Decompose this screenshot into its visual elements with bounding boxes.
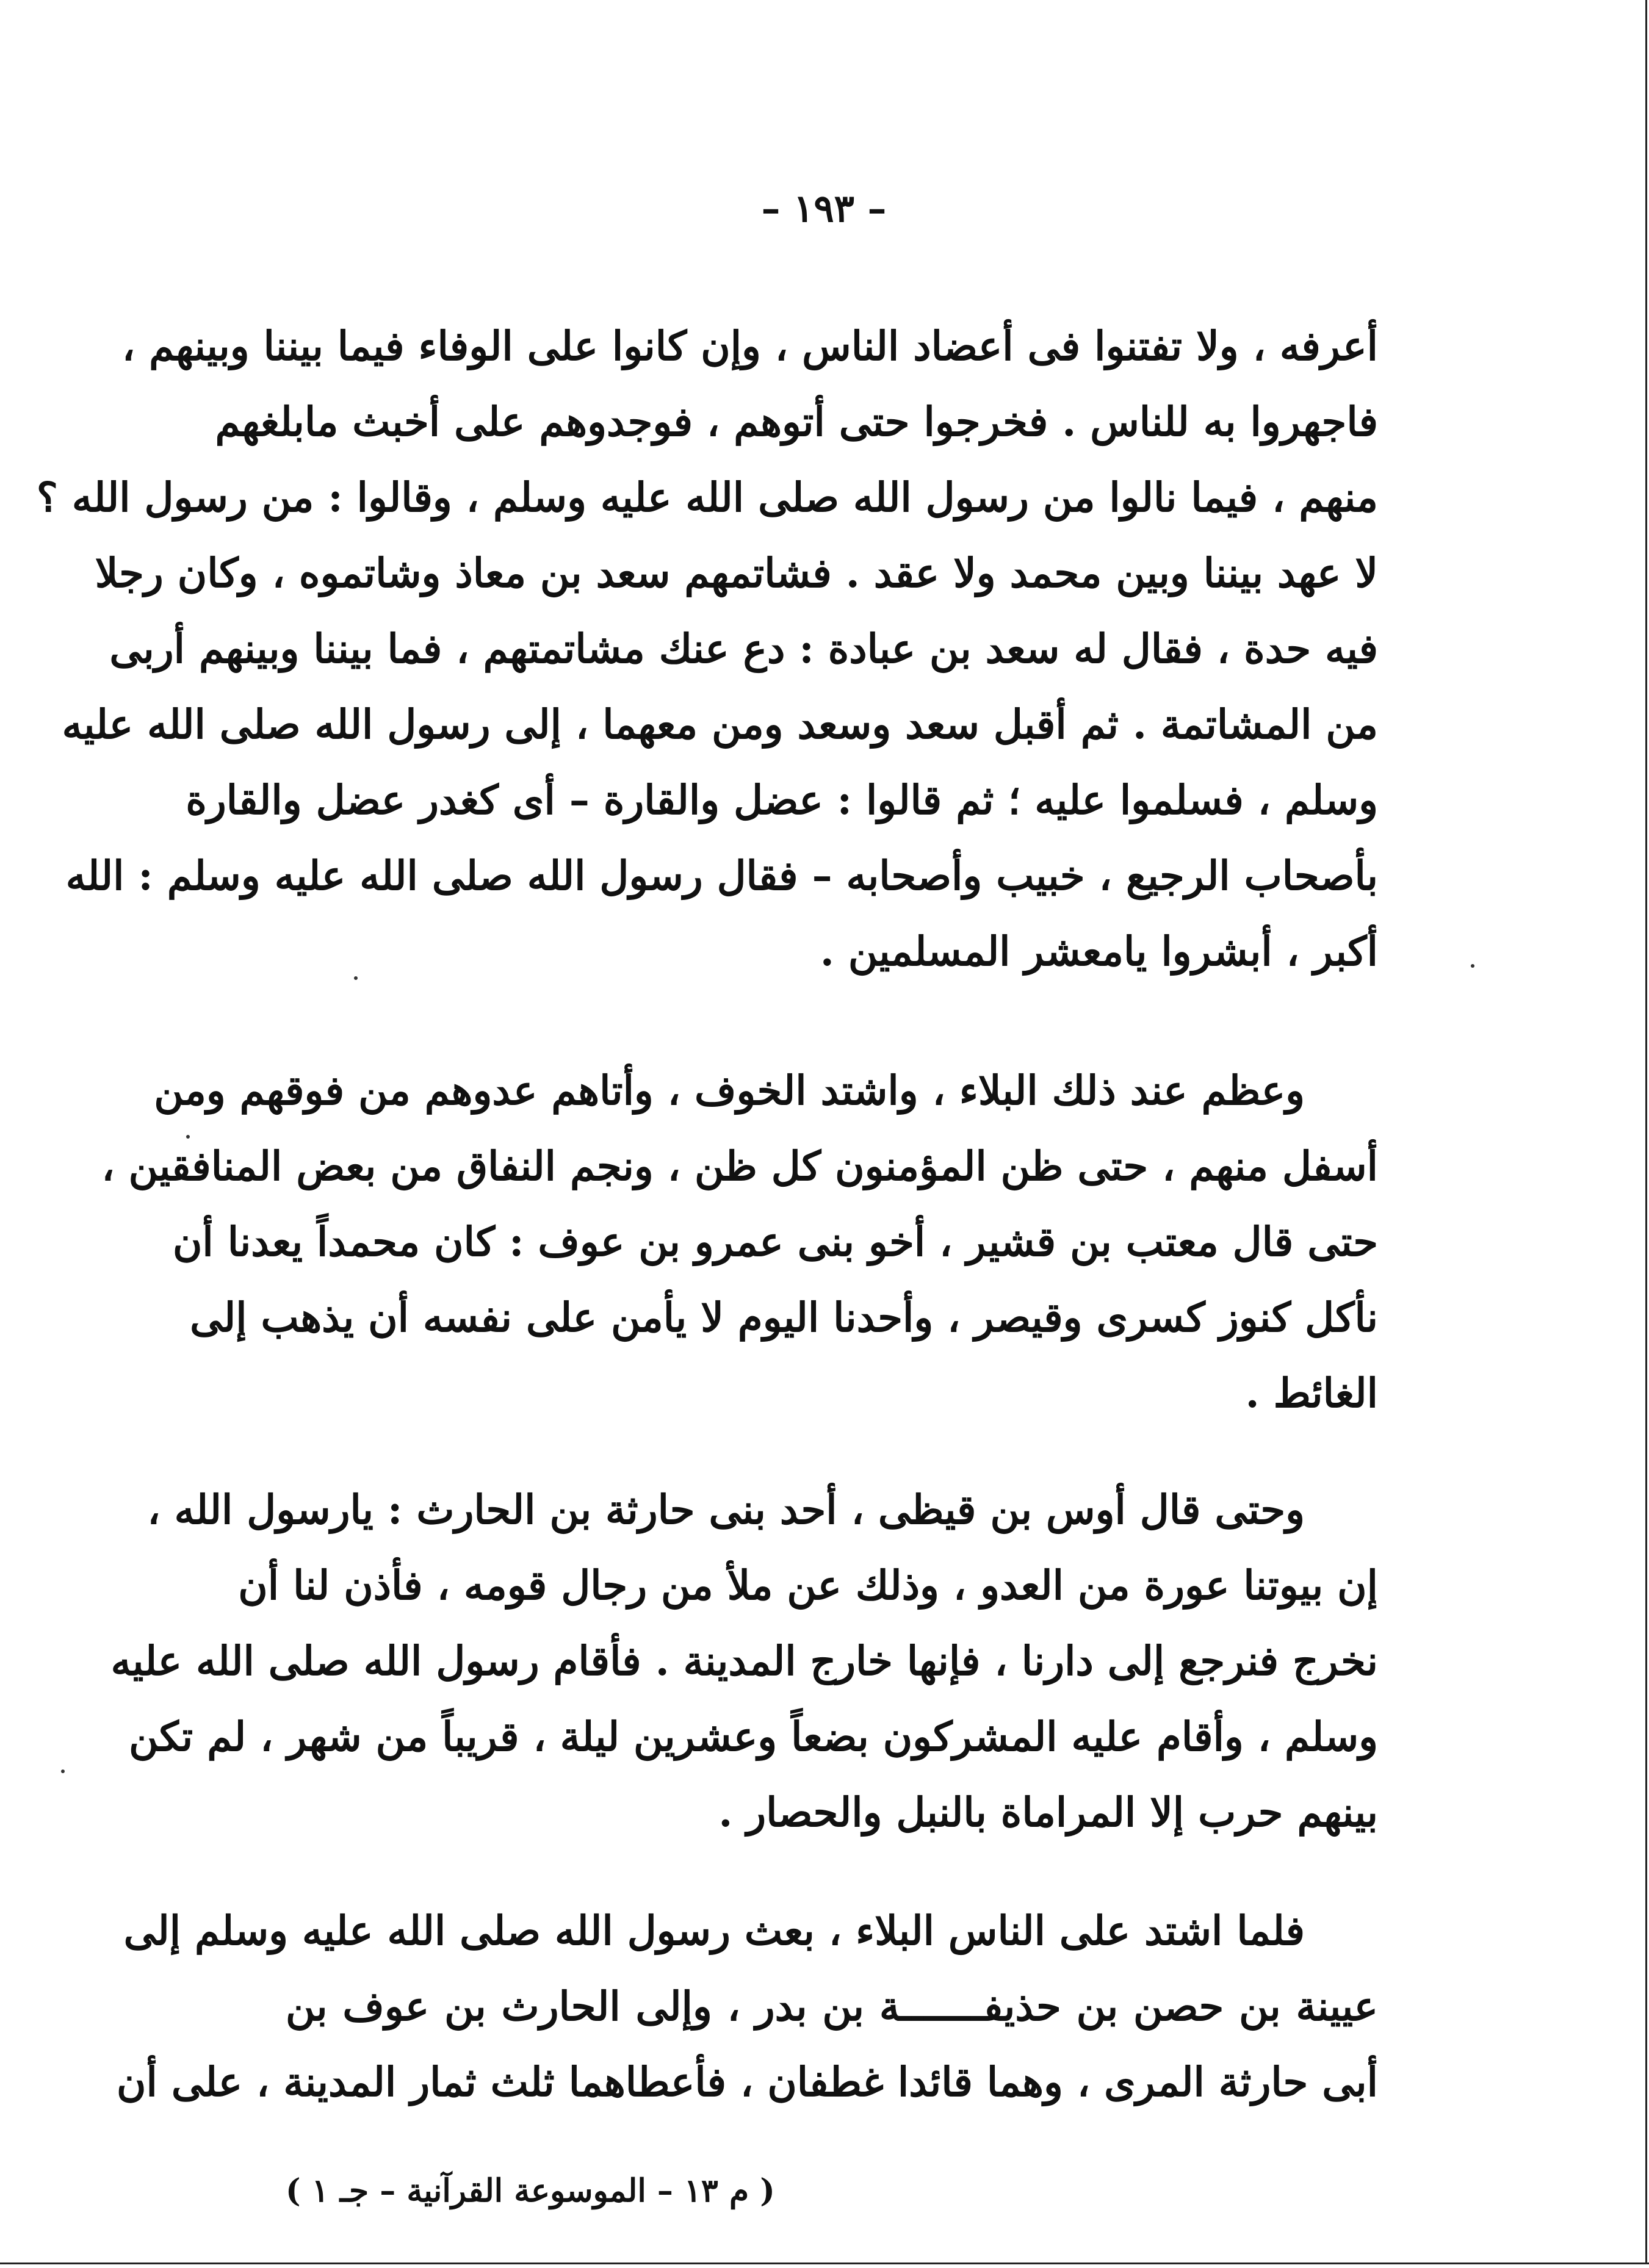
text-line: منهم ، فيما نالوا من رسول الله صلى الله عليه وسلم ، وقالوا : من رسول الله ؟ [36, 473, 1378, 521]
page-number: – ١٩٣ – [761, 186, 887, 231]
text-line: وحتى قال أوس بن قيظى ، أحد بنى حارثة بن الحارث : يارسول الله ، [147, 1486, 1305, 1533]
scan-speck [354, 976, 358, 980]
page-footer: ( م ١٣ – الموسوعة القرآنية – جـ ١ ) [286, 2172, 775, 2209]
text-line: من المشاتمة . ثم أقبل سعد وسعد ومن معهما ، إلى رسول الله صلى الله عليه [62, 700, 1378, 748]
paragraph-1 [36, 308, 1378, 989]
text-line: لا عهد بيننا وبين محمد ولا عقد . فشاتمهم سعد بن معاذ وشاتموه ، وكان رجلا [95, 549, 1378, 597]
scan-speck [186, 1135, 190, 1139]
scan-speck [61, 1769, 65, 1773]
text-line: وسلم ، فسلموا عليه ؛ ثم قالوا : عضل والقارة – أى كغدر عضل والقارة [186, 776, 1378, 824]
text-line: وسلم ، وأقام عليه المشركون بضعاً وعشرين ليلة ، قريباً من شهر ، لم تكن [129, 1713, 1378, 1760]
text-line: فاجهروا به للناس . فخرجوا حتى أتوهم ، فوجدوهم على أخبث مابلغهم [215, 398, 1378, 445]
page-border-right [1645, 0, 1647, 2264]
page-border-bottom [0, 2263, 1649, 2264]
scan-speck [1471, 964, 1474, 968]
text-line: نخرج فنرجع إلى دارنا ، فإنها خارج المدينة . فأقام رسول الله صلى الله عليه [110, 1637, 1378, 1685]
text-line: حتى قال معتب بن قشير ، أخو بنى عمرو بن عوف : كان محمداً يعدنا أن [172, 1218, 1378, 1265]
text-line: فيه حدة ، فقال له سعد بن عبادة : دع عنك مشاتمتهم ، فما بيننا وبينهم أربى [109, 625, 1378, 672]
text-line: نأكل كنوز كسرى وقيصر ، وأحدنا اليوم لا يأمن على نفسه أن يذهب إلى [190, 1294, 1378, 1341]
text-line: الغائط . [1245, 1369, 1378, 1417]
text-line: إن بيوتنا عورة من العدو ، وذلك عن ملأ من رجال قومه ، فأذن لنا أن [238, 1561, 1378, 1609]
text-line: بأصحاب الرجيع ، خبيب وأصحابه – فقال رسول الله صلى الله عليه وسلم : الله [65, 852, 1378, 899]
text-line: أسفل منهم ، حتى ظن المؤمنون كل ظن ، ونجم النفاق من بعض المنافقين ، [101, 1142, 1378, 1190]
text-line: أعرفه ، ولا تفتنوا فى أعضاد الناس ، وإن كانوا على الوفاء فيما بيننا وبينهم ، [121, 322, 1378, 370]
text-line: وعظم عند ذلك البلاء ، واشتد الخوف ، وأتاهم عدوهم من فوقهم ومن [154, 1067, 1305, 1114]
paragraph-3 [110, 1472, 1378, 1850]
paragraph-2 [101, 1053, 1378, 1431]
text-line: أكبر ، أبشروا يامعشر المسلمين . [820, 927, 1378, 975]
text-line: أبى حارثة المرى ، وهما قائدا غطفان ، فأعطاهما ثلث ثمار المدينة ، على أن [117, 2058, 1378, 2106]
text-line: بينهم حرب إلا المراماة بالنبل والحصار . [718, 1788, 1378, 1836]
text-line: عيينة بن حصن بن حذيفـــــــة بن بدر ، وإلى الحارث بن عوف بن [286, 1982, 1378, 2030]
text-line: فلما اشتد على الناس البلاء ، بعث رسول الله صلى الله عليه وسلم إلى [123, 1907, 1305, 1954]
paragraph-4 [117, 1893, 1378, 2120]
